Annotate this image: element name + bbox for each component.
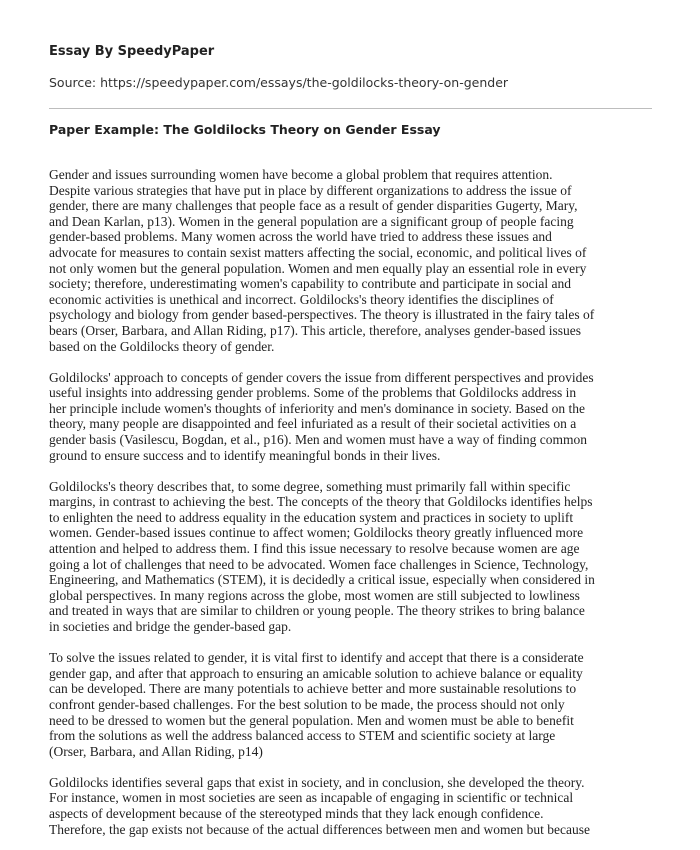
paragraph-4: To solve the issues related to gender, it is vital first to identify and accept that there is a considerate gender gap, and after that approach to ensuring an amicable solution to achieve balance or equality can be developed. There are many potentials to achieve better and more sustainable resolutions to confront gender-based challenges. For the best solution to be made, the process should not only need to be dressed to women but the general population. Men and women must be able to benefit from the solutions as well the address balanced access to STEM and scientific society at large (Orser, Barbara, and Allan Riding, p14) [49, 650, 584, 759]
paragraph-2: Goldilocks' approach to concepts of gender covers the issue from different perspectives and provides useful insights into addressing gender problems. Some of the problems that Goldilocks address in her principle include women's thoughts of inferiority and men's dominance in society. Based on the theory, many people are disappointed and feel infuriated as a result of their societal activities on a gender basis (Vasilescu, Bogdan, et al., p16). Men and women must have a way of finding common ground to ensure success and to identify meaningful bonds in their lives. [49, 369, 594, 463]
source-line [49, 75, 508, 90]
paragraph-1: Gender and issues surrounding women have become a global problem that requires attention. Despite various strategies that have put in place by different organizations to address the issue of gender, there are many challenges that people face as a result of gender disparities Gugerty, Mary, and Dean Karlan, p13). Women in the general population are a significant group of people facing gender-based problems. Many women across the world have tried to address these issues and advocate for measures to contain sexist matters affecting the social, economic, and political lives of not only women but the general population. Women and men equally play an essential role in every society; therefore, underestimating women's capability to contribute and participate in social and economic activities is unethical and incorrect. Goldilocks's theory identifies the disciplines of psychology and biology from gender based-perspectives. The theory is illustrated in the fairy tales of bears (Orser, Barbara, and Allan Riding, p17). This article, therefore, analyses gender-based issues based on the Goldilocks theory of gender. [49, 167, 595, 354]
paragraph-5: Goldilocks identifies several gaps that exist in society, and in conclusion, she developed the theory. For instance, women in most societies are seen as incapable of engaging in scientific or technical aspects of development because of the stereotyped minds that they lack enough confidence. Therefore, the gap exists not because of the actual differences between men and women but because [49, 774, 591, 837]
site-header-title: Essay By SpeedyPaper [49, 44, 215, 59]
essay-body [49, 167, 652, 850]
paragraph-3: Goldilocks's theory describes that, to some degree, something must primarily fall within specific margins, in contrast to achieving the best. The concepts of the theory that Goldilocks identifies helps to enlighten the need to address equality in the education system and practices in society to uplift women. Gender-based issues continue to affect women; Goldilocks theory greatly influenced more attention and helped to address them. I find this issue necessary to resolve because women are age going a lot of challenges that need to be advocated. Women face challenges in Science, Technology, Engineering, and Mathematics (STEM), it is decidedly a critical issue, especially when considered in global perspectives. In many regions across the globe, most women are still subjected to lowliness and treated in ways that are similar to children or young people. The theory strikes to bring balance in societies and bridge the gender-based gap. [49, 478, 595, 635]
source-label: Source: [49, 75, 101, 90]
paper-title: Paper Example: The Goldilocks Theory on Gender Essay [49, 122, 441, 137]
source-url: https://speedypaper.com/essays/the-goldilocks-theory-on-gender [100, 75, 509, 90]
header-divider [49, 108, 652, 109]
